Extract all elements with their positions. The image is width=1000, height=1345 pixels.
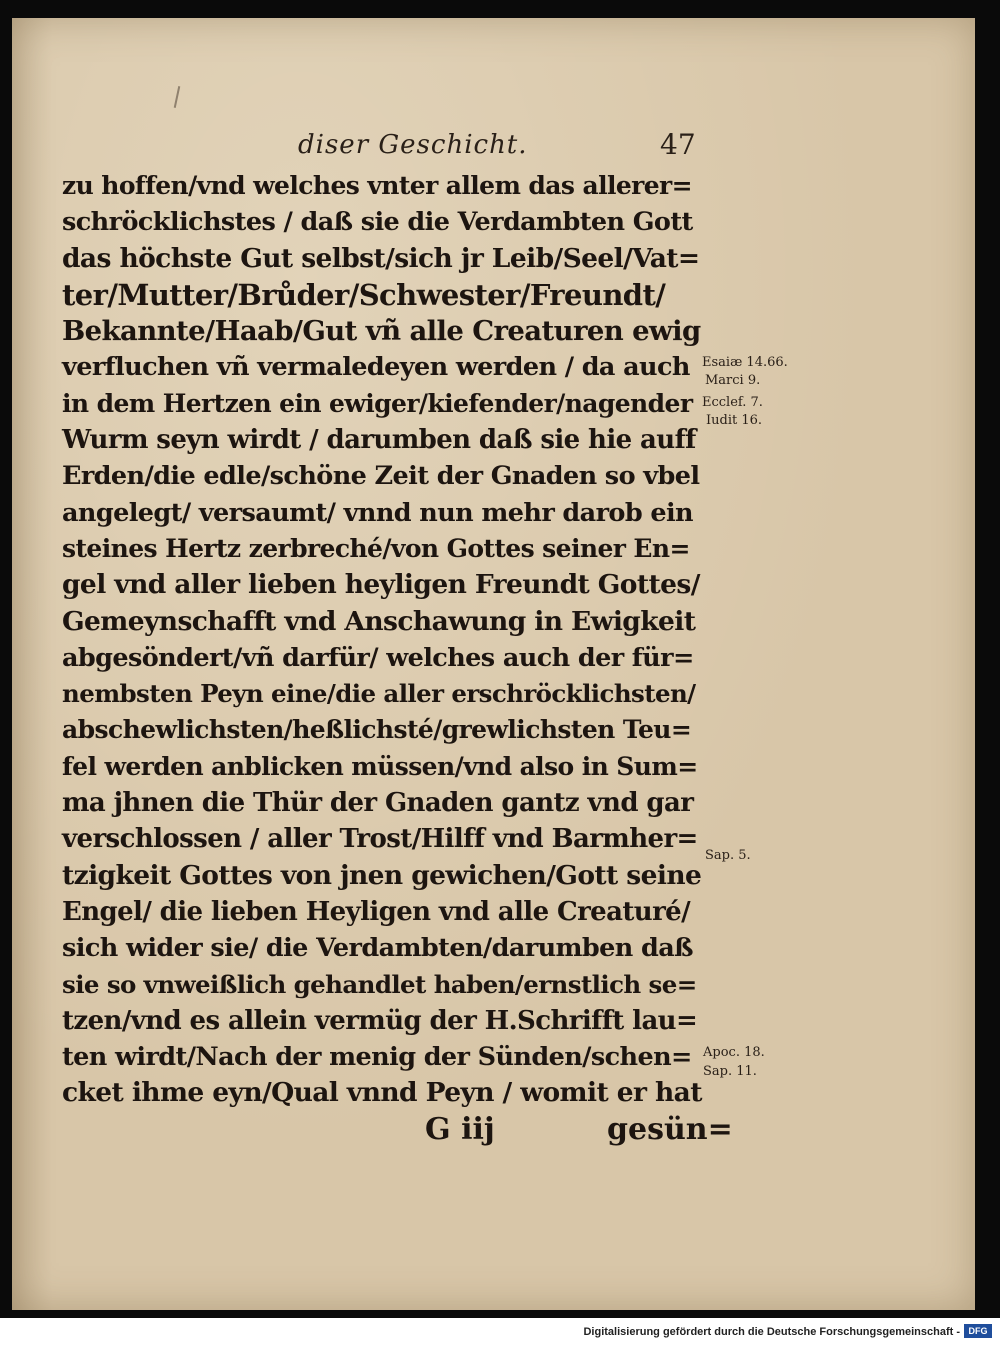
text-line: verschlossen / aller Trost/Hilff vnd Barmher= — [62, 824, 698, 855]
margin-note-marci: Marci 9. — [705, 373, 761, 388]
margin-note-ecclef: Ecclef. 7. — [702, 395, 763, 410]
dfg-logo-icon: DFG — [964, 1324, 992, 1338]
text-line: sich wider sie/ die Verdambten/darumben daß — [62, 933, 693, 964]
margin-note-sap-5: Sap. 5. — [705, 848, 751, 863]
text-line: Wurm seyn wirdt / darumben daß sie hie auff — [62, 425, 696, 456]
margin-note-apoc: Apoc. 18. — [703, 1045, 765, 1060]
text-line: in dem Hertzen ein ewiger/kiefender/nagender — [62, 388, 693, 418]
text-line: Engel/ die lieben Heyligen vnd alle Creaturé/ — [62, 896, 691, 927]
text-line: ter/Mutter/Brůder/Schwester/Freundt/ — [62, 277, 666, 312]
catchword: gesün= — [607, 1112, 733, 1147]
text-line: fel werden anblicken müssen/vnd also in Sum= — [62, 751, 698, 781]
margin-note-esaiae: Esaiæ 14.66. — [702, 355, 788, 370]
text-line: cket ihme eyn/Qual vnnd Peyn / womit er hat — [62, 1077, 702, 1109]
text-line: abgesöndert/vñ darfür/ welches auch der für= — [62, 642, 694, 673]
text-line: zu hoffen/vnd welches vnter allem das allerer= — [62, 171, 692, 200]
footer-bar — [0, 1318, 1000, 1345]
text-line: tzigkeit Gottes von jnen gewichen/Gott seine — [62, 859, 702, 891]
text-line: ma jhnen die Thür der Gnaden gantz vnd gar — [62, 788, 694, 819]
text-line: Gemeynschafft vnd Anschawung in Ewigkeit — [62, 605, 696, 637]
text-line: verfluchen vñ vermaledeyen werden / da auch — [62, 352, 690, 383]
text-line: tzen/vnd es allein vermüg der H.Schrifft lau= — [62, 1005, 698, 1036]
text-line: sie so vnweißlich gehandlet haben/ernstlich se= — [62, 969, 697, 999]
text-line: Erden/die edle/schöne Zeit der Gnaden so vbel — [62, 461, 700, 492]
catch-line — [0, 1112, 1000, 1152]
text-line: schröcklichstes / daß sie die Verdambten Gott — [62, 207, 693, 238]
page-number: 47 — [660, 128, 696, 161]
footer-credit: Digitalisierung gefördert durch die Deutsche Forschungsgemeinschaft - — [583, 1326, 960, 1338]
text-line: angelegt/ versaumt/ vnnd nun mehr darob ein — [62, 497, 693, 528]
signature-mark: G iij — [425, 1112, 495, 1147]
margin-note-sap-11: Sap. 11. — [703, 1064, 757, 1079]
text-line: nembsten Peyn eine/die aller erschröcklichsten/ — [62, 679, 696, 709]
running-title: diser Geschicht. — [298, 130, 528, 160]
text-line: das höchste Gut selbst/sich jr Leib/Seel/Vat= — [62, 242, 700, 274]
margin-note-iudit: Iudit 16. — [706, 413, 763, 428]
text-line: ten wirdt/Nach der menig der Sünden/schen= — [62, 1042, 692, 1073]
text-line: abschewlichsten/heßlichsté/grewlichsten Teu= — [62, 715, 692, 745]
text-line: steines Hertz zerbreché/von Gottes seiner En= — [62, 533, 690, 563]
text-line: gel vnd aller lieben heyligen Freundt Gottes/ — [62, 569, 700, 601]
text-line: Bekannte/Haab/Gut vñ alle Creaturen ewig — [62, 315, 701, 348]
